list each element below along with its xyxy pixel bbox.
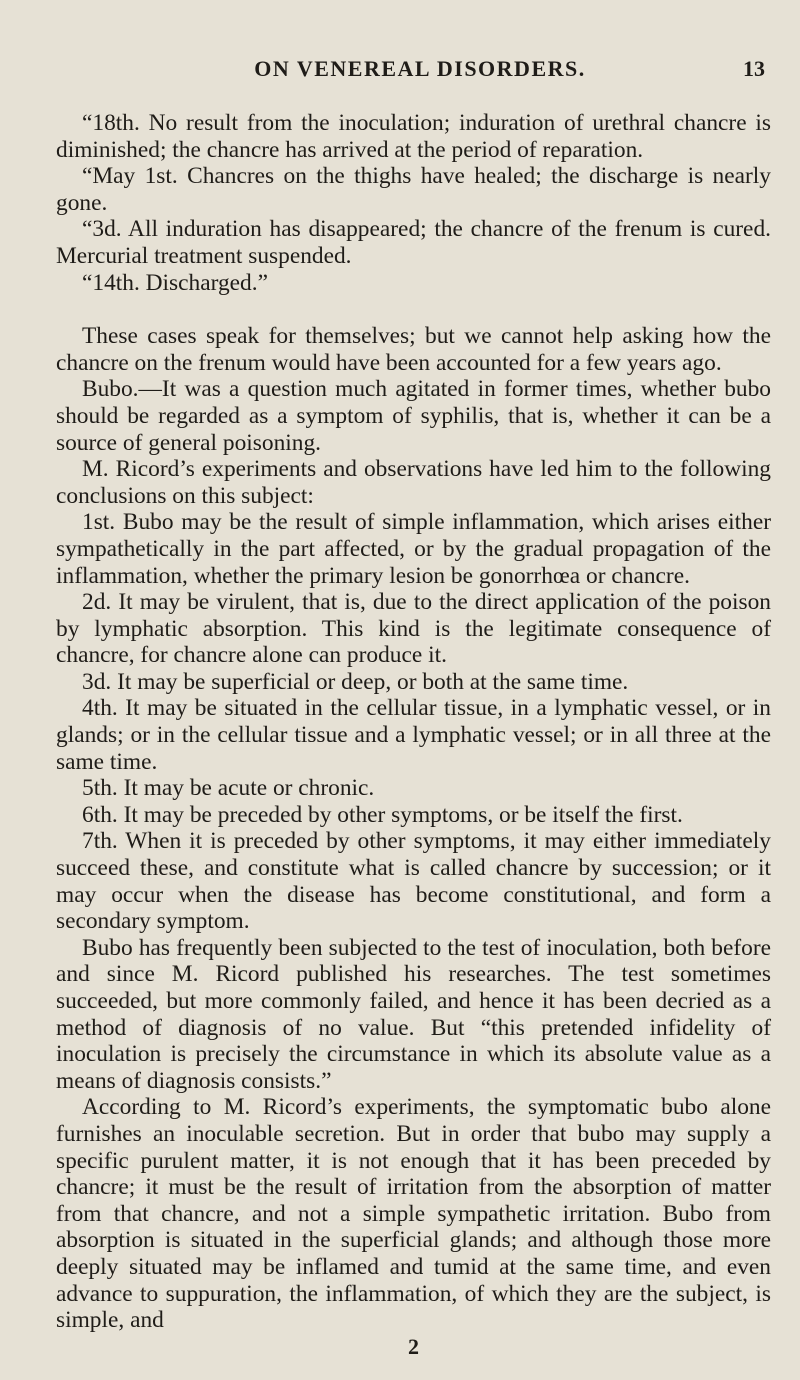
paragraph: “18th. No result from the inoculation; induration of urethral chancre is diminished; the chancre has arrived at the period of reparation. [56,110,771,163]
running-head: ON VENEREAL DISORDERS. [254,56,586,81]
page-header [75,56,765,86]
paragraph: 5th. It may be acute or chronic. [82,775,375,802]
paragraph: 4th. It may be situated in the cellular tissue, in a lymphatic vessel, or in glands; or in the cellular tissue and a lymphatic vessel; or in all three at the same time. [56,695,771,775]
paragraph: Bubo.—It was a question much agitated in former times, whether bubo should be regarded as a symptom of syphilis, that is, whether it can be a source of general poisoning. [56,376,771,456]
paragraph: 7th. When it is preceded by other symptoms, it may either immediately succeed these, and constitute what is called chancre by succession; or it may occur when the disease has become constitutional, and form a secondary symptom. [56,828,771,935]
paragraph: “3d. All induration has disappeared; the chancre of the frenum is cured. Mercurial treatment suspended. [56,216,771,269]
paragraph: According to M. Ricord’s experiments, the symptomatic bubo alone furnishes an inoculable secretion. But in order that bubo may supply a specific purulent matter, it is not enough that it has been preceded by chancre; it must be the result of irritation from the absorption of matter from that chancre, and not a simple sympathetic irritation. Bubo from absorption is situated in the superficial glands; and although those more deeply situated may be inflamed and tumid at the same time, and even advance to suppuration, the inflammation, of which they are the subject, is simple, and [56,1094,771,1334]
paragraph: M. Ricord’s experiments and observations have led him to the following conclusions on this subject: [56,456,771,509]
paragraph: These cases speak for themselves; but we cannot help asking how the chancre on the frenum would have been accounted for a few years ago. [56,323,771,376]
signature-mark: 2 [408,1333,419,1359]
paragraph: Bubo has frequently been subjected to the test of inoculation, both before and since M. Ricord published his researches. The test sometimes succeeded, but more commonly failed, and hence it has been decried as a method of diagnosis of no value. But “this pretended infidelity of inoculation is precisely the circumstance in which its absolute value as a means of diagnosis consists.” [56,934,771,1094]
paragraph: 6th. It may be preceded by other symptoms, or be itself the first. [82,801,683,828]
paragraph: “May 1st. Chancres on the thighs have healed; the discharge is nearly gone. [56,163,771,216]
page-number: 13 [743,56,765,81]
paragraph: 3d. It may be superficial or deep, or both at the same time. [82,668,629,695]
paragraph: 1st. Bubo may be the result of simple inflammation, which arises either sympathetically in the part affected, or by the gradual propagation of the inflammation, whether the primary lesion be gonorrhœa or chancre. [56,509,771,589]
paragraph: 2d. It may be virulent, that is, due to the direct application of the poison by lymphatic absorption. This kind is the legitimate consequence of chancre, for chancre alone can produce it. [56,589,771,669]
paragraph: “14th. Discharged.” [82,269,268,296]
page-body [56,110,771,1360]
